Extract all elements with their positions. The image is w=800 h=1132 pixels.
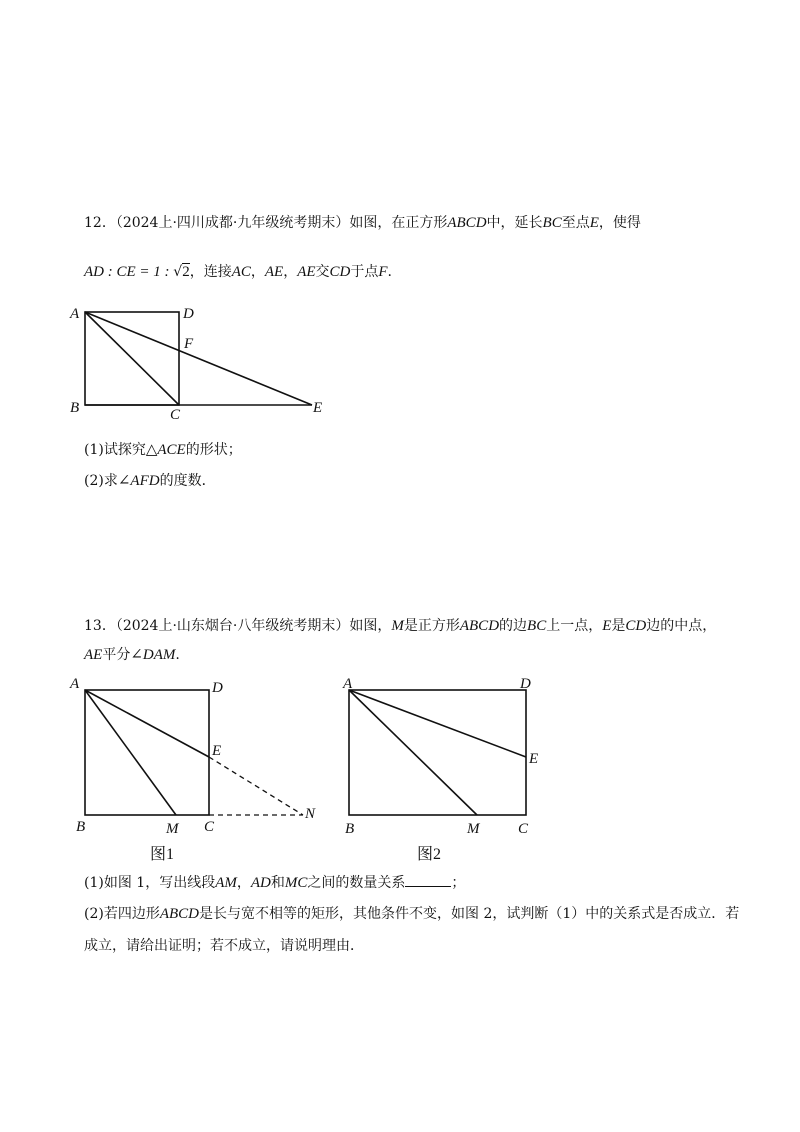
fig1-dashed-en <box>209 757 303 815</box>
fig2-label-c: C <box>518 821 529 837</box>
q13-math-mc: MC <box>284 875 308 891</box>
q13-source: （2024上·山东烟台·八年级统考期末） <box>115 618 350 634</box>
fig2-label-m: M <box>467 821 480 837</box>
fig1-label-e: E <box>212 743 222 759</box>
fig1-label-m: M <box>166 821 179 837</box>
q13-math-ae: AE <box>84 647 103 663</box>
q12-text: 的度数． <box>159 473 216 489</box>
q12-math-bc: BC <box>542 215 562 231</box>
fig1-square-abcd <box>85 690 209 815</box>
sqrt-symbol: √ <box>173 264 183 280</box>
q13-text: . <box>175 647 180 663</box>
q12-text: 至点 <box>561 215 590 231</box>
label-d: D <box>183 306 194 322</box>
q13-text: ； <box>451 875 466 891</box>
fig2-label-e: E <box>529 751 539 767</box>
fig1-caption: 图1 <box>150 846 175 863</box>
q13-text: (2)若四边形 <box>84 906 160 922</box>
q13-math-ad: AD <box>250 875 271 891</box>
fig1-label-d: D <box>212 680 223 696</box>
label-c: C <box>170 407 181 423</box>
q12-text: . <box>387 264 392 280</box>
fig2-label-a: A <box>343 676 353 692</box>
q13-text: 是长与宽不相等的矩形，其他条件不变，如图 2，试判断（1）中的关系式是否成立．若 <box>199 906 740 922</box>
angle-afd: ∠AFD <box>117 473 160 489</box>
fig1-label-a: A <box>70 676 80 692</box>
fig2-rect-abcd <box>349 690 526 815</box>
q12-text: ， <box>283 264 298 280</box>
q13-text: 是 <box>611 618 626 634</box>
fig1-label-n: N <box>305 806 316 822</box>
label-b: B <box>70 400 80 416</box>
q12-math-cd: CD <box>329 264 351 280</box>
q13-math-abcd: ABCD <box>459 618 500 634</box>
answer-blank[interactable] <box>405 873 451 887</box>
q12-source: （2024上·四川成都·九年级统考期末） <box>115 215 350 231</box>
q12-math-abcd: ABCD <box>447 215 487 231</box>
q13-math-e: E <box>602 618 612 634</box>
q13-text: ， <box>236 875 251 891</box>
fig2-label-b: B <box>345 821 355 837</box>
q12-math-f: F <box>378 264 388 280</box>
q12-text: (2)求 <box>84 473 118 489</box>
q13-number: 13． <box>84 618 116 634</box>
q12-number: 12． <box>84 215 116 231</box>
q12-text: 中，延长 <box>486 215 543 231</box>
fig1-segment-ae <box>85 690 209 757</box>
q12-math-e: E <box>589 215 599 231</box>
q12-text: (1)试探究 <box>84 442 146 458</box>
fig2-label-d: D <box>520 676 531 692</box>
q12-math-ac: AC <box>231 264 251 280</box>
q13-math-bc: BC <box>527 618 547 634</box>
q13-text: 和 <box>270 875 285 891</box>
label-a: A <box>70 306 80 322</box>
q13-math-am: AM <box>215 875 237 891</box>
fig2-segment-am <box>349 690 477 815</box>
q12-text: ，连接 <box>189 264 232 280</box>
fig1-segment-am <box>85 690 176 815</box>
q13-text: 平分 <box>102 647 131 663</box>
q13-text: 如图， <box>349 618 392 634</box>
q13-text: 上一点， <box>546 618 603 634</box>
q13-text: 的边 <box>499 618 528 634</box>
q12-text: 于点 <box>350 264 379 280</box>
q12-math-ae: AE <box>297 264 316 280</box>
q13-text: 边的中点， <box>646 618 717 634</box>
label-f: F <box>184 336 194 352</box>
q12-text: 如图，在正方形 <box>349 215 448 231</box>
fig2-segment-ae <box>349 690 526 757</box>
sqrt-radicand: 2 <box>182 264 190 280</box>
q13-math-abcd: ABCD <box>159 906 200 922</box>
q13-text: 是正方形 <box>403 618 460 634</box>
q13-part2-line2 <box>84 936 364 956</box>
q13-math-cd: CD <box>625 618 647 634</box>
q13-text: 成立，请给出证明；若不成立，请说明理由． <box>84 938 364 954</box>
q13-text: 之间的数量关系 <box>307 875 406 891</box>
label-e: E <box>313 400 323 416</box>
q13-text: (1)如图 1，写出线段 <box>84 875 216 891</box>
q12-text: ，使得 <box>598 215 641 231</box>
q13-part1 <box>84 873 465 893</box>
angle-dam: ∠DAM <box>130 647 176 663</box>
fig2-caption: 图2 <box>417 846 442 863</box>
q12-ratio: AD : CE = 1 : <box>84 264 174 280</box>
q12-text: 交 <box>315 264 330 280</box>
q12-text: 的形状； <box>185 442 242 458</box>
triangle-ace: △ACE <box>145 442 186 458</box>
fig1-label-c: C <box>204 819 215 835</box>
q13-math-m: M <box>391 618 404 634</box>
fig1-label-b: B <box>76 819 86 835</box>
q12-text: ， <box>250 264 265 280</box>
q13-part2-line1 <box>84 904 739 924</box>
q12-math-ae: AE <box>264 264 284 280</box>
